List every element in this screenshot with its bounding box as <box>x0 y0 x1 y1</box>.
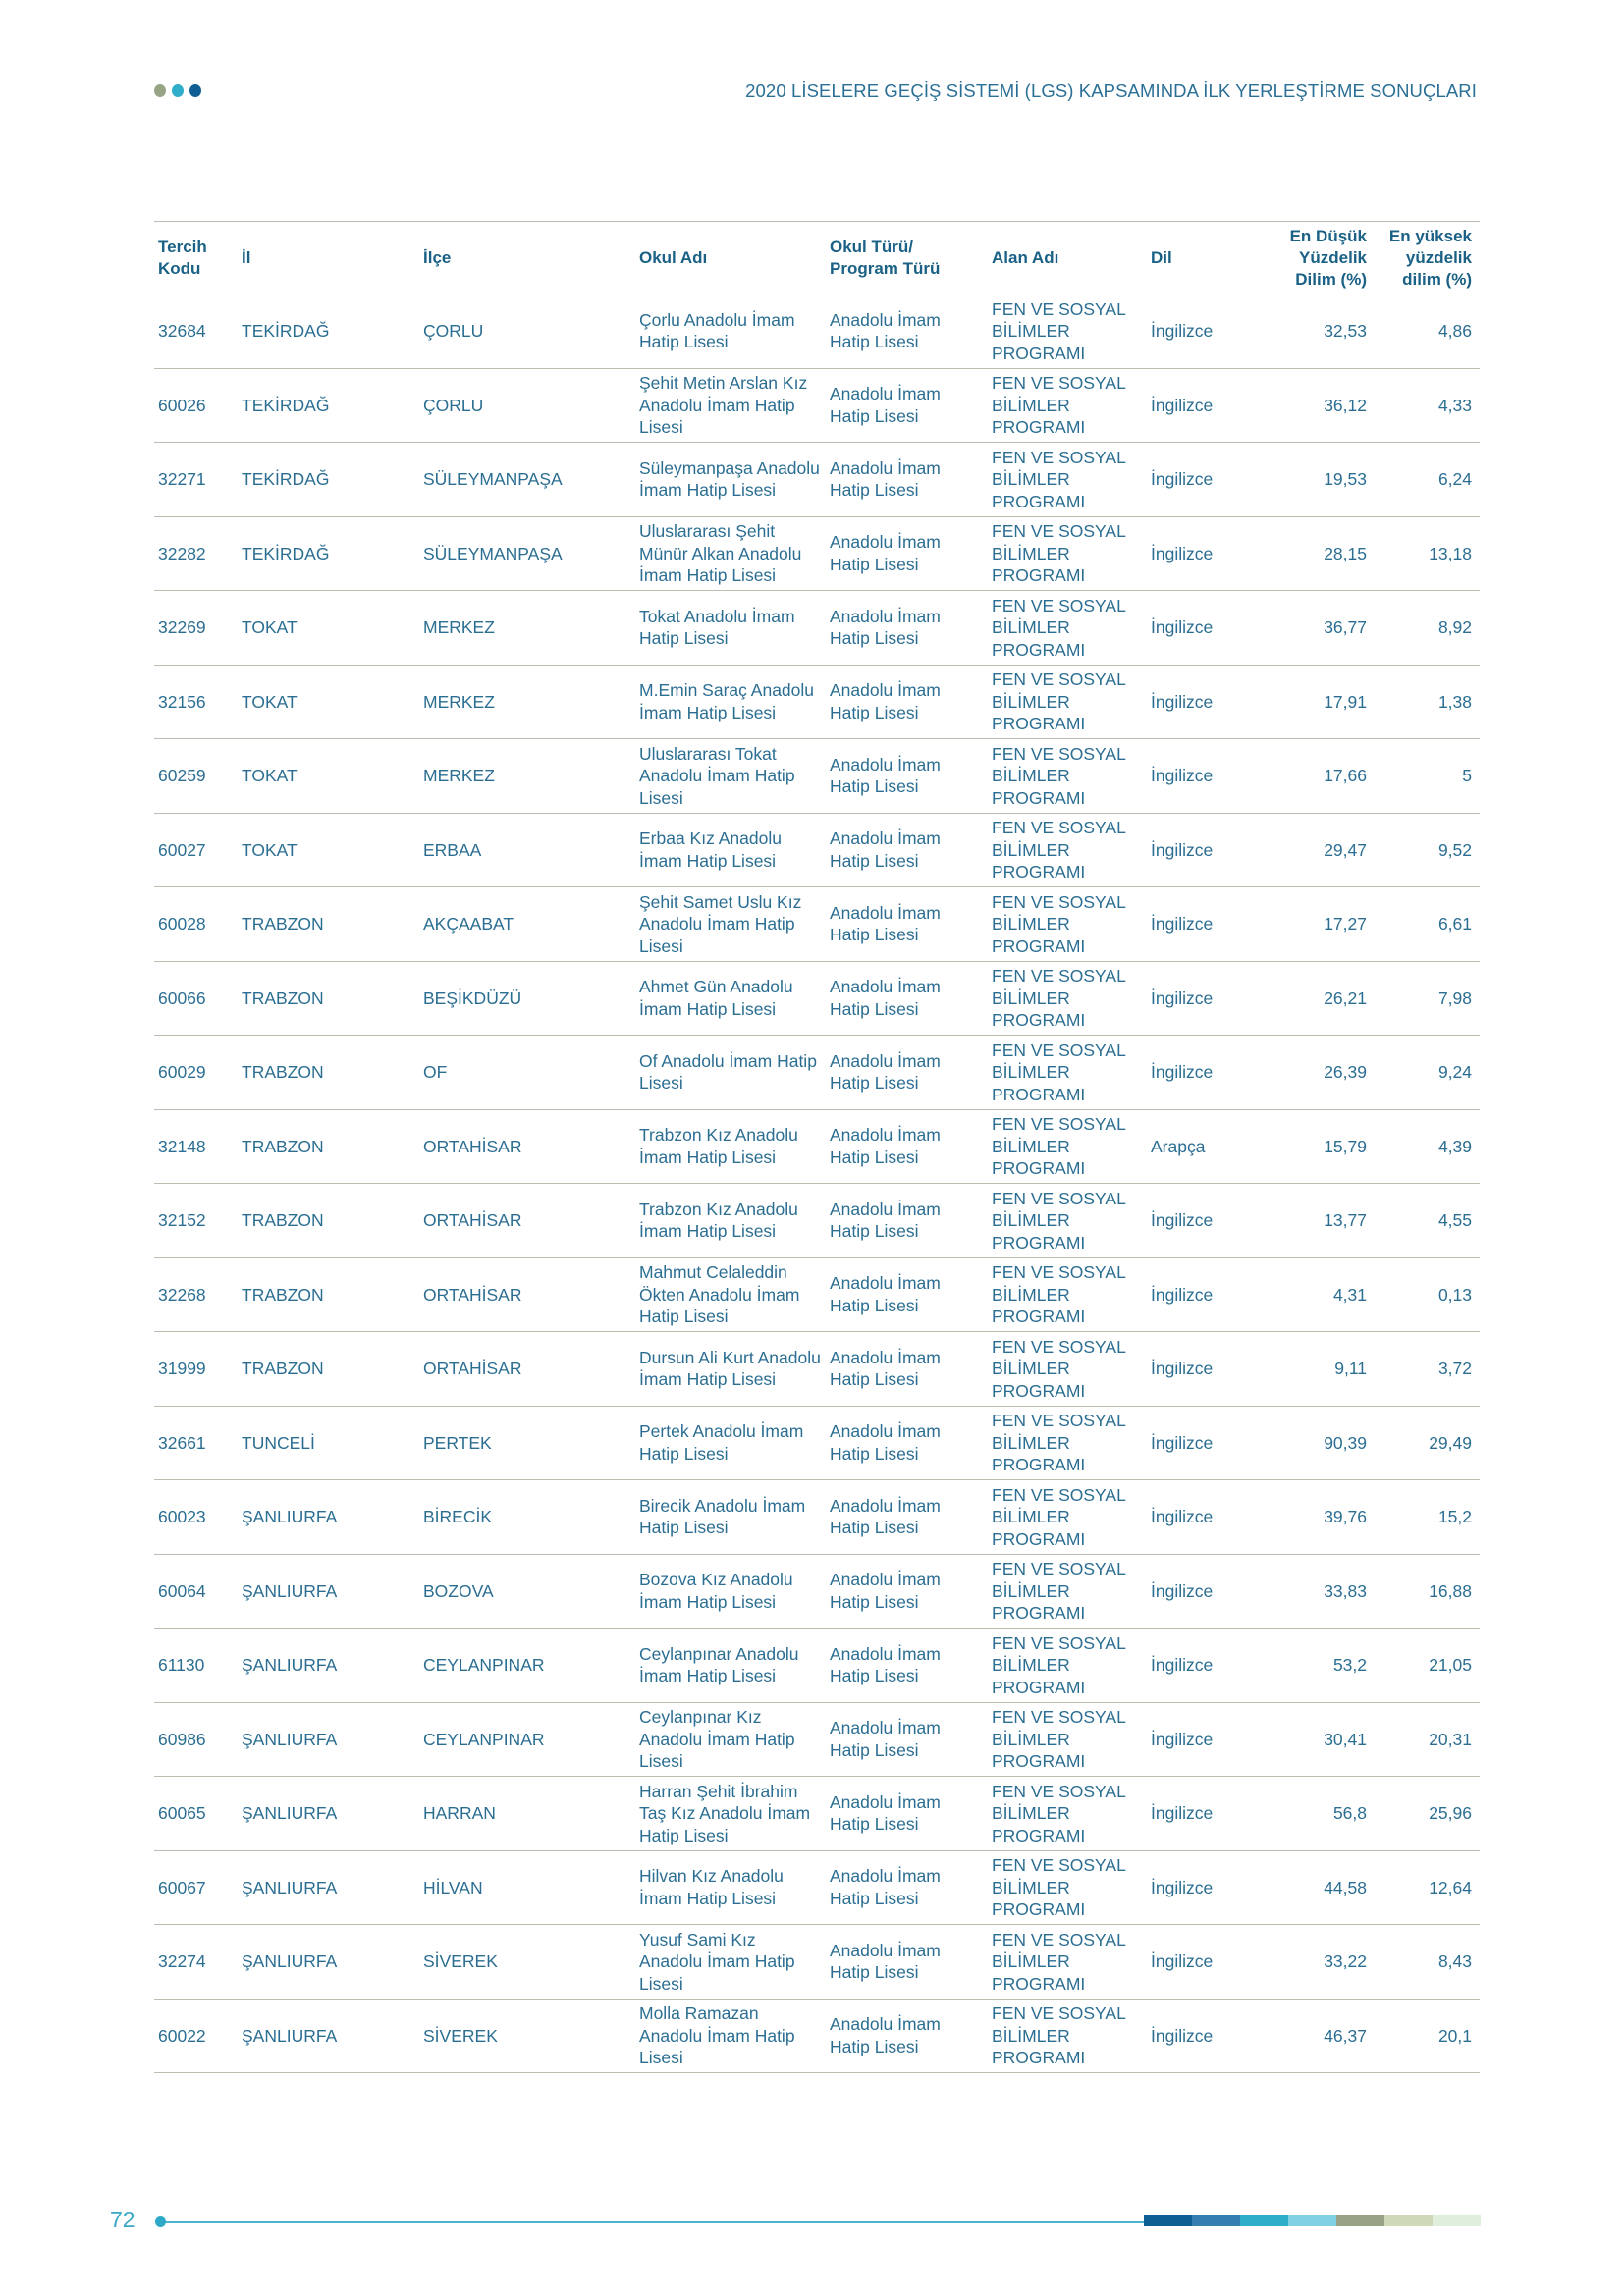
cell-okul-turu: Anadolu İmam Hatip Lisesi <box>826 294 988 369</box>
cell-en-dusuk: 19,53 <box>1267 443 1375 517</box>
cell-en-dusuk: 30,41 <box>1267 1702 1375 1777</box>
cell-dil: İngilizce <box>1147 294 1267 369</box>
cell-en-dusuk: 39,76 <box>1267 1480 1375 1555</box>
cell-en-yuksek: 7,98 <box>1375 961 1480 1036</box>
cell-tercih-kodu: 60023 <box>154 1480 238 1555</box>
cell-okul-turu: Anadolu İmam Hatip Lisesi <box>826 1480 988 1555</box>
cell-en-dusuk: 13,77 <box>1267 1184 1375 1258</box>
cell-il: TRABZON <box>238 1257 419 1332</box>
cell-tercih-kodu: 60065 <box>154 1777 238 1851</box>
cell-alan-adi: FEN VE SOSYAL BİLİMLER PROGRAMI <box>988 1777 1147 1851</box>
cell-okul-turu: Anadolu İmam Hatip Lisesi <box>826 665 988 739</box>
cell-okul-turu: Anadolu İmam Hatip Lisesi <box>826 739 988 814</box>
cell-dil: İngilizce <box>1147 591 1267 666</box>
cell-en-dusuk: 33,22 <box>1267 1925 1375 2000</box>
dot-icon <box>172 84 184 97</box>
cell-il: TRABZON <box>238 887 419 962</box>
col-en-yuksek: En yüksek yüzdelik dilim (%) <box>1375 222 1480 294</box>
cell-okul-turu: Anadolu İmam Hatip Lisesi <box>826 368 988 443</box>
table-row <box>154 516 1480 591</box>
cell-en-dusuk: 17,66 <box>1267 739 1375 814</box>
cell-tercih-kodu: 60259 <box>154 739 238 814</box>
color-swatch <box>1240 2215 1288 2226</box>
cell-tercih-kodu: 60064 <box>154 1554 238 1629</box>
cell-tercih-kodu: 32661 <box>154 1406 238 1480</box>
cell-il: TEKİRDAĞ <box>238 368 419 443</box>
cell-il: TOKAT <box>238 813 419 887</box>
cell-ilce: SÜLEYMANPAŞA <box>419 516 635 591</box>
table-row <box>154 1702 1480 1777</box>
cell-okul-turu: Anadolu İmam Hatip Lisesi <box>826 1999 988 2073</box>
cell-en-dusuk: 29,47 <box>1267 813 1375 887</box>
cell-okul-turu: Anadolu İmam Hatip Lisesi <box>826 443 988 517</box>
table-row <box>154 443 1480 517</box>
cell-en-dusuk: 90,39 <box>1267 1406 1375 1480</box>
table-row <box>154 1777 1480 1851</box>
cell-alan-adi: FEN VE SOSYAL BİLİMLER PROGRAMI <box>988 294 1147 369</box>
cell-tercih-kodu: 60026 <box>154 368 238 443</box>
cell-okul-adi: Ceylanpınar Anadolu İmam Hatip Lisesi <box>635 1629 826 1703</box>
cell-dil: İngilizce <box>1147 1036 1267 1110</box>
cell-tercih-kodu: 32282 <box>154 516 238 591</box>
cell-okul-turu: Anadolu İmam Hatip Lisesi <box>826 961 988 1036</box>
cell-en-yuksek: 29,49 <box>1375 1406 1480 1480</box>
cell-okul-turu: Anadolu İmam Hatip Lisesi <box>826 1554 988 1629</box>
page-footer <box>0 2207 1624 2236</box>
cell-ilce: MERKEZ <box>419 665 635 739</box>
cell-okul-adi: Tokat Anadolu İmam Hatip Lisesi <box>635 591 826 666</box>
cell-okul-adi: Trabzon Kız Anadolu İmam Hatip Lisesi <box>635 1184 826 1258</box>
cell-en-yuksek: 1,38 <box>1375 665 1480 739</box>
cell-okul-turu: Anadolu İmam Hatip Lisesi <box>826 813 988 887</box>
cell-alan-adi: FEN VE SOSYAL BİLİMLER PROGRAMI <box>988 1332 1147 1407</box>
cell-dil: İngilizce <box>1147 1925 1267 2000</box>
cell-okul-turu: Anadolu İmam Hatip Lisesi <box>826 1925 988 2000</box>
cell-en-yuksek: 12,64 <box>1375 1850 1480 1925</box>
cell-ilce: CEYLANPINAR <box>419 1702 635 1777</box>
table-row <box>154 961 1480 1036</box>
cell-ilce: ÇORLU <box>419 368 635 443</box>
cell-okul-adi: Şehit Samet Uslu Kız Anadolu İmam Hatip Lisesi <box>635 887 826 962</box>
cell-ilce: SÜLEYMANPAŞA <box>419 443 635 517</box>
cell-alan-adi: FEN VE SOSYAL BİLİMLER PROGRAMI <box>988 1999 1147 2073</box>
cell-okul-adi: Dursun Ali Kurt Anadolu İmam Hatip Lisesi <box>635 1332 826 1407</box>
table-row <box>154 1332 1480 1407</box>
cell-okul-turu: Anadolu İmam Hatip Lisesi <box>826 516 988 591</box>
cell-dil: İngilizce <box>1147 516 1267 591</box>
table-row <box>154 1629 1480 1703</box>
cell-en-dusuk: 56,8 <box>1267 1777 1375 1851</box>
cell-dil: İngilizce <box>1147 1702 1267 1777</box>
cell-okul-adi: Uluslararası Şehit Münür Alkan Anadolu İmam Hatip Lisesi <box>635 516 826 591</box>
cell-okul-adi: Birecik Anadolu İmam Hatip Lisesi <box>635 1480 826 1555</box>
cell-tercih-kodu: 60066 <box>154 961 238 1036</box>
cell-okul-adi: Ahmet Gün Anadolu İmam Hatip Lisesi <box>635 961 826 1036</box>
cell-tercih-kodu: 61130 <box>154 1629 238 1703</box>
cell-dil: İngilizce <box>1147 1777 1267 1851</box>
cell-okul-adi: Ceylanpınar Kız Anadolu İmam Hatip Lisesi <box>635 1702 826 1777</box>
table-row <box>154 1109 1480 1184</box>
cell-alan-adi: FEN VE SOSYAL BİLİMLER PROGRAMI <box>988 1406 1147 1480</box>
cell-en-dusuk: 26,21 <box>1267 961 1375 1036</box>
table-row <box>154 1257 1480 1332</box>
cell-ilce: ORTAHİSAR <box>419 1109 635 1184</box>
cell-dil: İngilizce <box>1147 368 1267 443</box>
cell-en-dusuk: 36,77 <box>1267 591 1375 666</box>
cell-il: ŞANLIURFA <box>238 1850 419 1925</box>
cell-ilce: SİVEREK <box>419 1999 635 2073</box>
cell-ilce: CEYLANPINAR <box>419 1629 635 1703</box>
cell-alan-adi: FEN VE SOSYAL BİLİMLER PROGRAMI <box>988 1925 1147 2000</box>
cell-alan-adi: FEN VE SOSYAL BİLİMLER PROGRAMI <box>988 443 1147 517</box>
cell-okul-turu: Anadolu İmam Hatip Lisesi <box>826 1702 988 1777</box>
cell-okul-adi: Erbaa Kız Anadolu İmam Hatip Lisesi <box>635 813 826 887</box>
cell-okul-turu: Anadolu İmam Hatip Lisesi <box>826 1777 988 1851</box>
cell-en-yuksek: 8,92 <box>1375 591 1480 666</box>
col-tercih-kodu: Tercih Kodu <box>154 222 238 294</box>
cell-okul-turu: Anadolu İmam Hatip Lisesi <box>826 1257 988 1332</box>
cell-en-yuksek: 20,1 <box>1375 1999 1480 2073</box>
cell-alan-adi: FEN VE SOSYAL BİLİMLER PROGRAMI <box>988 1850 1147 1925</box>
cell-alan-adi: FEN VE SOSYAL BİLİMLER PROGRAMI <box>988 1702 1147 1777</box>
table-row <box>154 1406 1480 1480</box>
cell-en-dusuk: 9,11 <box>1267 1332 1375 1407</box>
cell-okul-turu: Anadolu İmam Hatip Lisesi <box>826 1036 988 1110</box>
cell-okul-turu: Anadolu İmam Hatip Lisesi <box>826 591 988 666</box>
table-row <box>154 887 1480 962</box>
cell-tercih-kodu: 32269 <box>154 591 238 666</box>
cell-tercih-kodu: 60027 <box>154 813 238 887</box>
cell-en-dusuk: 26,39 <box>1267 1036 1375 1110</box>
cell-okul-turu: Anadolu İmam Hatip Lisesi <box>826 1629 988 1703</box>
cell-alan-adi: FEN VE SOSYAL BİLİMLER PROGRAMI <box>988 1109 1147 1184</box>
cell-okul-turu: Anadolu İmam Hatip Lisesi <box>826 1184 988 1258</box>
running-title: 2020 LİSELERE GEÇİŞ SİSTEMİ (LGS) KAPSAMINDA İLK YERLEŞTİRME SONUÇLARI <box>745 80 1477 101</box>
cell-ilce: MERKEZ <box>419 739 635 814</box>
cell-tercih-kodu: 60029 <box>154 1036 238 1110</box>
col-en-dusuk: En Düşük Yüzdelik Dilim (%) <box>1267 222 1375 294</box>
cell-il: TEKİRDAĞ <box>238 516 419 591</box>
color-swatch-bar <box>1144 2215 1481 2226</box>
cell-tercih-kodu: 60022 <box>154 1999 238 2073</box>
cell-tercih-kodu: 31999 <box>154 1332 238 1407</box>
cell-tercih-kodu: 60028 <box>154 887 238 962</box>
cell-il: TRABZON <box>238 961 419 1036</box>
cell-alan-adi: FEN VE SOSYAL BİLİMLER PROGRAMI <box>988 1036 1147 1110</box>
cell-en-yuksek: 5 <box>1375 739 1480 814</box>
cell-tercih-kodu: 32148 <box>154 1109 238 1184</box>
cell-il: ŞANLIURFA <box>238 1925 419 2000</box>
cell-alan-adi: FEN VE SOSYAL BİLİMLER PROGRAMI <box>988 813 1147 887</box>
cell-okul-adi: Şehit Metin Arslan Kız Anadolu İmam Hatip Lisesi <box>635 368 826 443</box>
table-row <box>154 1036 1480 1110</box>
cell-en-dusuk: 46,37 <box>1267 1999 1375 2073</box>
cell-okul-adi: Harran Şehit İbrahim Taş Kız Anadolu İmam Hatip Lisesi <box>635 1777 826 1851</box>
cell-dil: İngilizce <box>1147 1257 1267 1332</box>
col-ilce: İlçe <box>419 222 635 294</box>
cell-okul-turu: Anadolu İmam Hatip Lisesi <box>826 1332 988 1407</box>
cell-en-yuksek: 15,2 <box>1375 1480 1480 1555</box>
cell-okul-turu: Anadolu İmam Hatip Lisesi <box>826 1109 988 1184</box>
cell-dil: İngilizce <box>1147 961 1267 1036</box>
cell-okul-adi: Süleymanpaşa Anadolu İmam Hatip Lisesi <box>635 443 826 517</box>
cell-dil: İngilizce <box>1147 1406 1267 1480</box>
cell-il: TUNCELİ <box>238 1406 419 1480</box>
cell-ilce: ORTAHİSAR <box>419 1184 635 1258</box>
cell-en-yuksek: 4,39 <box>1375 1109 1480 1184</box>
table-row <box>154 1480 1480 1555</box>
cell-dil: İngilizce <box>1147 1850 1267 1925</box>
cell-en-dusuk: 4,31 <box>1267 1257 1375 1332</box>
table-row <box>154 1554 1480 1629</box>
cell-en-yuksek: 9,24 <box>1375 1036 1480 1110</box>
table-header-row <box>154 222 1480 294</box>
cell-il: ŞANLIURFA <box>238 1554 419 1629</box>
results-table <box>154 221 1480 2073</box>
color-swatch <box>1192 2215 1240 2226</box>
cell-il: TOKAT <box>238 591 419 666</box>
cell-ilce: PERTEK <box>419 1406 635 1480</box>
cell-ilce: AKÇAABAT <box>419 887 635 962</box>
cell-okul-adi: Molla Ramazan Anadolu İmam Hatip Lisesi <box>635 1999 826 2073</box>
cell-en-yuksek: 8,43 <box>1375 1925 1480 2000</box>
table-row <box>154 1184 1480 1258</box>
cell-en-dusuk: 44,58 <box>1267 1850 1375 1925</box>
cell-dil: İngilizce <box>1147 1184 1267 1258</box>
table-row <box>154 739 1480 814</box>
table-row <box>154 368 1480 443</box>
table-row <box>154 1850 1480 1925</box>
col-okul-turu: Okul Türü/ Program Türü <box>826 222 988 294</box>
cell-alan-adi: FEN VE SOSYAL BİLİMLER PROGRAMI <box>988 1554 1147 1629</box>
cell-il: TEKİRDAĞ <box>238 294 419 369</box>
cell-alan-adi: FEN VE SOSYAL BİLİMLER PROGRAMI <box>988 1184 1147 1258</box>
cell-okul-adi: Bozova Kız Anadolu İmam Hatip Lisesi <box>635 1554 826 1629</box>
cell-en-dusuk: 53,2 <box>1267 1629 1375 1703</box>
cell-tercih-kodu: 32274 <box>154 1925 238 2000</box>
cell-ilce: BİRECİK <box>419 1480 635 1555</box>
cell-alan-adi: FEN VE SOSYAL BİLİMLER PROGRAMI <box>988 1257 1147 1332</box>
cell-en-dusuk: 33,83 <box>1267 1554 1375 1629</box>
color-swatch <box>1288 2215 1336 2226</box>
cell-en-yuksek: 0,13 <box>1375 1257 1480 1332</box>
cell-il: TOKAT <box>238 739 419 814</box>
cell-alan-adi: FEN VE SOSYAL BİLİMLER PROGRAMI <box>988 961 1147 1036</box>
cell-dil: İngilizce <box>1147 813 1267 887</box>
cell-en-yuksek: 13,18 <box>1375 516 1480 591</box>
cell-il: ŞANLIURFA <box>238 1777 419 1851</box>
cell-alan-adi: FEN VE SOSYAL BİLİMLER PROGRAMI <box>988 739 1147 814</box>
cell-en-yuksek: 6,61 <box>1375 887 1480 962</box>
cell-il: TRABZON <box>238 1184 419 1258</box>
cell-il: TRABZON <box>238 1036 419 1110</box>
cell-en-yuksek: 21,05 <box>1375 1629 1480 1703</box>
cell-ilce: BEŞİKDÜZÜ <box>419 961 635 1036</box>
cell-ilce: ÇORLU <box>419 294 635 369</box>
col-alan-adi: Alan Adı <box>988 222 1147 294</box>
cell-dil: Arapça <box>1147 1109 1267 1184</box>
page-number: 72 <box>110 2207 135 2232</box>
cell-en-yuksek: 4,55 <box>1375 1184 1480 1258</box>
cell-alan-adi: FEN VE SOSYAL BİLİMLER PROGRAMI <box>988 368 1147 443</box>
cell-tercih-kodu: 32271 <box>154 443 238 517</box>
cell-okul-adi: Uluslararası Tokat Anadolu İmam Hatip Lisesi <box>635 739 826 814</box>
cell-alan-adi: FEN VE SOSYAL BİLİMLER PROGRAMI <box>988 1480 1147 1555</box>
cell-tercih-kodu: 32152 <box>154 1184 238 1258</box>
cell-okul-adi: Çorlu Anadolu İmam Hatip Lisesi <box>635 294 826 369</box>
cell-il: ŞANLIURFA <box>238 1702 419 1777</box>
cell-en-dusuk: 15,79 <box>1267 1109 1375 1184</box>
cell-en-dusuk: 32,53 <box>1267 294 1375 369</box>
cell-okul-adi: Hilvan Kız Anadolu İmam Hatip Lisesi <box>635 1850 826 1925</box>
cell-okul-adi: Of Anadolu İmam Hatip Lisesi <box>635 1036 826 1110</box>
table-row <box>154 1999 1480 2073</box>
cell-en-yuksek: 16,88 <box>1375 1554 1480 1629</box>
footer-rule <box>157 2221 1144 2223</box>
cell-en-dusuk: 36,12 <box>1267 368 1375 443</box>
col-dil: Dil <box>1147 222 1267 294</box>
col-il: İl <box>238 222 419 294</box>
cell-tercih-kodu: 32684 <box>154 294 238 369</box>
cell-en-yuksek: 25,96 <box>1375 1777 1480 1851</box>
cell-okul-turu: Anadolu İmam Hatip Lisesi <box>826 1406 988 1480</box>
cell-dil: İngilizce <box>1147 1629 1267 1703</box>
cell-en-dusuk: 17,27 <box>1267 887 1375 962</box>
cell-tercih-kodu: 32268 <box>154 1257 238 1332</box>
table-row <box>154 1925 1480 2000</box>
cell-okul-turu: Anadolu İmam Hatip Lisesi <box>826 887 988 962</box>
cell-ilce: ORTAHİSAR <box>419 1332 635 1407</box>
col-okul-adi: Okul Adı <box>635 222 826 294</box>
cell-ilce: HARRAN <box>419 1777 635 1851</box>
cell-dil: İngilizce <box>1147 443 1267 517</box>
cell-en-yuksek: 3,72 <box>1375 1332 1480 1407</box>
color-swatch <box>1384 2215 1433 2226</box>
cell-alan-adi: FEN VE SOSYAL BİLİMLER PROGRAMI <box>988 591 1147 666</box>
cell-alan-adi: FEN VE SOSYAL BİLİMLER PROGRAMI <box>988 665 1147 739</box>
table-row <box>154 665 1480 739</box>
color-swatch <box>1144 2215 1192 2226</box>
color-swatch <box>1336 2215 1384 2226</box>
table-row <box>154 294 1480 369</box>
cell-alan-adi: FEN VE SOSYAL BİLİMLER PROGRAMI <box>988 887 1147 962</box>
cell-dil: İngilizce <box>1147 739 1267 814</box>
dot-icon <box>154 84 166 97</box>
cell-ilce: ERBAA <box>419 813 635 887</box>
cell-ilce: MERKEZ <box>419 591 635 666</box>
cell-ilce: OF <box>419 1036 635 1110</box>
cell-dil: İngilizce <box>1147 1480 1267 1555</box>
cell-dil: İngilizce <box>1147 1332 1267 1407</box>
cell-alan-adi: FEN VE SOSYAL BİLİMLER PROGRAMI <box>988 1629 1147 1703</box>
cell-en-dusuk: 28,15 <box>1267 516 1375 591</box>
cell-il: TRABZON <box>238 1332 419 1407</box>
cell-okul-turu: Anadolu İmam Hatip Lisesi <box>826 1850 988 1925</box>
cell-tercih-kodu: 60067 <box>154 1850 238 1925</box>
cell-il: ŞANLIURFA <box>238 1480 419 1555</box>
cell-il: TEKİRDAĞ <box>238 443 419 517</box>
cell-okul-adi: Trabzon Kız Anadolu İmam Hatip Lisesi <box>635 1109 826 1184</box>
cell-alan-adi: FEN VE SOSYAL BİLİMLER PROGRAMI <box>988 516 1147 591</box>
table-row <box>154 813 1480 887</box>
cell-en-dusuk: 17,91 <box>1267 665 1375 739</box>
cell-okul-adi: M.Emin Saraç Anadolu İmam Hatip Lisesi <box>635 665 826 739</box>
cell-dil: İngilizce <box>1147 1554 1267 1629</box>
cell-dil: İngilizce <box>1147 887 1267 962</box>
header-dots <box>154 84 201 97</box>
cell-ilce: SİVEREK <box>419 1925 635 2000</box>
cell-il: TRABZON <box>238 1109 419 1184</box>
cell-en-yuksek: 4,86 <box>1375 294 1480 369</box>
cell-en-yuksek: 9,52 <box>1375 813 1480 887</box>
cell-ilce: ORTAHİSAR <box>419 1257 635 1332</box>
cell-il: TOKAT <box>238 665 419 739</box>
cell-okul-adi: Mahmut Celaleddin Ökten Anadolu İmam Hatip Lisesi <box>635 1257 826 1332</box>
cell-il: ŞANLIURFA <box>238 1629 419 1703</box>
cell-en-yuksek: 4,33 <box>1375 368 1480 443</box>
table-row <box>154 591 1480 666</box>
cell-okul-adi: Pertek Anadolu İmam Hatip Lisesi <box>635 1406 826 1480</box>
cell-tercih-kodu: 60986 <box>154 1702 238 1777</box>
cell-dil: İngilizce <box>1147 665 1267 739</box>
footer-dot-icon <box>155 2216 166 2227</box>
cell-en-yuksek: 6,24 <box>1375 443 1480 517</box>
dot-icon <box>189 84 201 97</box>
cell-en-yuksek: 20,31 <box>1375 1702 1480 1777</box>
color-swatch <box>1433 2215 1481 2226</box>
cell-dil: İngilizce <box>1147 1999 1267 2073</box>
cell-il: ŞANLIURFA <box>238 1999 419 2073</box>
cell-ilce: HİLVAN <box>419 1850 635 1925</box>
cell-ilce: BOZOVA <box>419 1554 635 1629</box>
cell-okul-adi: Yusuf Sami Kız Anadolu İmam Hatip Lisesi <box>635 1925 826 2000</box>
cell-tercih-kodu: 32156 <box>154 665 238 739</box>
